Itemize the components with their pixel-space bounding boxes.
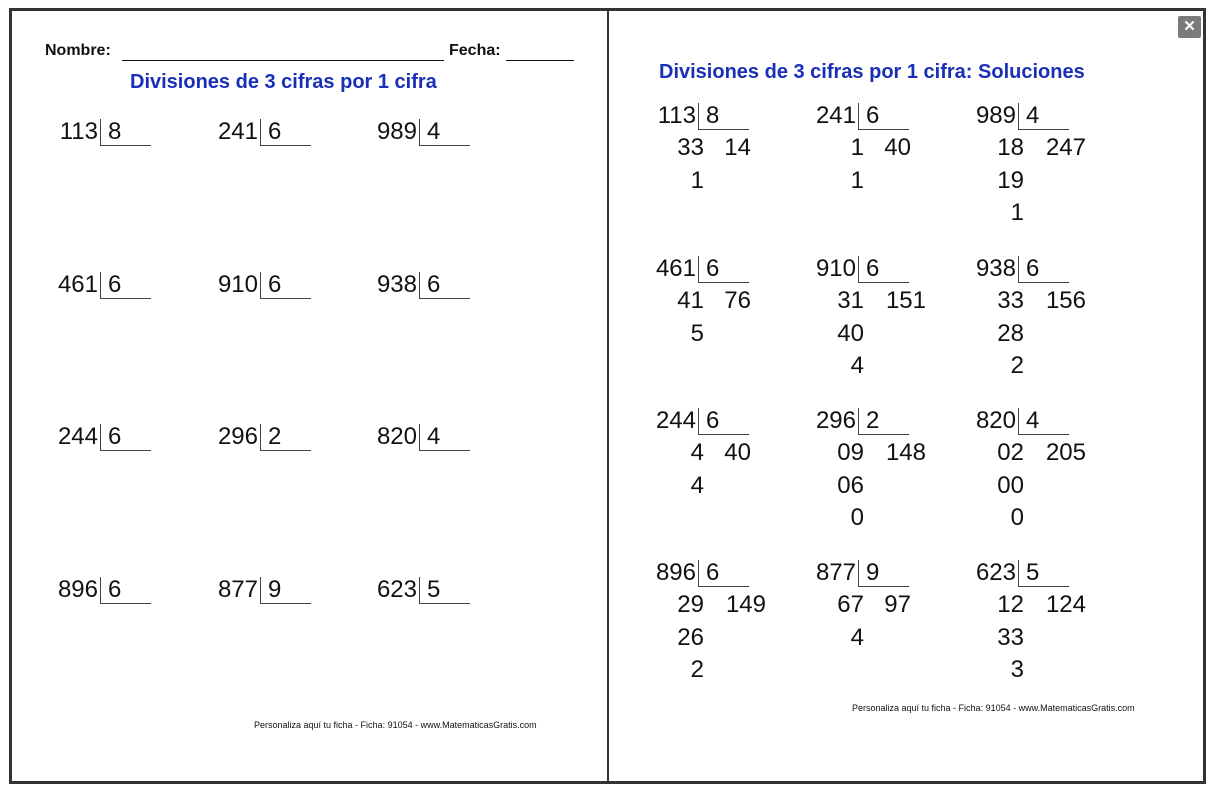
dividend: 461 (655, 255, 696, 282)
dividend: 938 (376, 271, 417, 298)
division-problem (48, 575, 168, 695)
remainder-step: 09 (837, 439, 864, 466)
division-problem (367, 117, 487, 237)
divisor: 4 (427, 423, 441, 450)
remainder-step: 19 (997, 166, 1024, 194)
footer-credit-solutions[interactable]: Personaliza aquí tu ficha - Ficha: 91054 - www.MatematicasGratis.com (852, 703, 1135, 713)
worksheet-title: Divisiones de 3 cifras por 1 cifra (130, 71, 437, 93)
divisor: 2 (866, 407, 880, 434)
remainder-step: 2 (690, 656, 704, 683)
solution-problem (806, 254, 926, 379)
divisor: 4 (1026, 407, 1040, 434)
solution-problem (806, 558, 926, 678)
divisor: 6 (427, 271, 441, 298)
dividend: 877 (217, 576, 258, 603)
quotient: 14 (724, 134, 751, 161)
solutions-title: Divisiones de 3 cifras por 1 cifra: Soluciones (659, 61, 1085, 83)
divisor: 4 (1026, 102, 1040, 129)
dividend: 989 (376, 118, 417, 145)
remainder-step: 4 (690, 471, 704, 499)
dividend: 877 (815, 559, 856, 586)
divisor: 6 (108, 423, 122, 450)
division-problem (367, 270, 487, 390)
divisor: 8 (108, 118, 122, 145)
remainder-step: 4 (690, 439, 704, 466)
solution-problem (966, 101, 1086, 226)
remainder-step: 0 (850, 504, 864, 531)
dividend: 241 (815, 102, 856, 129)
division-problem (208, 422, 328, 542)
divisor: 6 (268, 118, 282, 145)
remainder-step: 4 (850, 623, 864, 651)
dividend: 910 (815, 255, 856, 282)
remainder-step: 02 (997, 439, 1024, 466)
quotient: 148 (885, 439, 926, 466)
remainder-step: 33 (677, 134, 704, 161)
footer-credit[interactable]: Personaliza aquí tu ficha - Ficha: 91054 - www.MatematicasGratis.com (254, 720, 537, 730)
division-problem (208, 270, 328, 390)
name-field[interactable] (122, 60, 444, 61)
solution-problem (646, 101, 766, 221)
divisor: 9 (268, 576, 282, 603)
dividend: 296 (217, 423, 258, 450)
divisor: 9 (866, 559, 880, 586)
divisor: 6 (866, 102, 880, 129)
remainder-step: 1 (850, 166, 864, 194)
dividend: 244 (57, 423, 98, 450)
name-label: Nombre: (45, 42, 111, 59)
remainder-step: 40 (837, 319, 864, 347)
dividend: 623 (376, 576, 417, 603)
remainder-step: 2 (1010, 352, 1024, 379)
remainder-step: 06 (837, 471, 864, 499)
solution-problem (646, 254, 766, 374)
division-problem (48, 422, 168, 542)
quotient: 151 (885, 287, 926, 314)
remainder-step: 29 (677, 591, 704, 618)
dividend: 896 (655, 559, 696, 586)
quotient: 149 (725, 591, 766, 618)
divisor: 6 (706, 407, 720, 434)
date-label: Fecha: (449, 42, 501, 59)
solution-problem (966, 254, 1086, 379)
dividend: 113 (657, 102, 696, 129)
remainder-step: 5 (690, 319, 704, 347)
remainder-step: 33 (997, 287, 1024, 314)
remainder-step: 31 (837, 287, 864, 314)
division-problem (208, 575, 328, 695)
divisor: 6 (1026, 255, 1040, 282)
dividend: 820 (975, 407, 1016, 434)
quotient: 124 (1045, 591, 1086, 618)
dividend: 910 (217, 271, 258, 298)
remainder-step: 3 (1010, 656, 1024, 683)
dividend: 623 (975, 559, 1016, 586)
remainder-step: 1 (1010, 199, 1024, 226)
division-problem (367, 422, 487, 542)
remainder-step: 4 (850, 352, 864, 379)
divisor: 2 (268, 423, 282, 450)
date-field[interactable] (506, 60, 574, 61)
solution-problem (966, 558, 1086, 683)
remainder-step: 0 (1010, 504, 1024, 531)
dividend: 938 (975, 255, 1016, 282)
divisor: 5 (427, 576, 441, 603)
quotient: 40 (724, 439, 751, 466)
quotient: 156 (1045, 287, 1086, 314)
quotient: 205 (1045, 439, 1086, 466)
dividend: 989 (975, 102, 1016, 129)
quotient: 40 (884, 134, 911, 161)
division-problem (208, 117, 328, 237)
solution-problem (646, 406, 766, 526)
divisor: 6 (706, 255, 720, 282)
solution-problem (966, 406, 1086, 531)
divisor: 6 (108, 271, 122, 298)
quotient: 97 (884, 591, 911, 618)
dividend: 113 (59, 118, 98, 145)
remainder-step: 12 (997, 591, 1024, 618)
divisor: 4 (427, 118, 441, 145)
dividend: 296 (815, 407, 856, 434)
remainder-step: 1 (850, 134, 864, 161)
remainder-step: 41 (677, 287, 704, 314)
divisor: 8 (706, 102, 720, 129)
solution-problem (806, 101, 926, 221)
division-problem (367, 575, 487, 695)
dividend: 461 (57, 271, 98, 298)
division-problem (48, 270, 168, 390)
close-icon[interactable]: ✕ (1178, 16, 1201, 38)
page-divider (607, 8, 609, 784)
dividend: 241 (217, 118, 258, 145)
remainder-step: 33 (997, 623, 1024, 651)
solution-problem (806, 406, 926, 531)
quotient: 247 (1045, 134, 1086, 161)
remainder-step: 00 (997, 471, 1024, 499)
quotient: 76 (724, 287, 751, 314)
remainder-step: 1 (690, 166, 704, 194)
dividend: 896 (57, 576, 98, 603)
remainder-step: 18 (997, 134, 1024, 161)
divisor: 6 (866, 255, 880, 282)
divisor: 6 (268, 271, 282, 298)
dividend: 244 (655, 407, 696, 434)
solution-problem (646, 558, 766, 683)
divisor: 6 (706, 559, 720, 586)
remainder-step: 28 (997, 319, 1024, 347)
remainder-step: 67 (837, 591, 864, 618)
remainder-step: 26 (677, 623, 704, 651)
divisor: 6 (108, 576, 122, 603)
divisor: 5 (1026, 559, 1040, 586)
division-problem (48, 117, 168, 237)
dividend: 820 (376, 423, 417, 450)
